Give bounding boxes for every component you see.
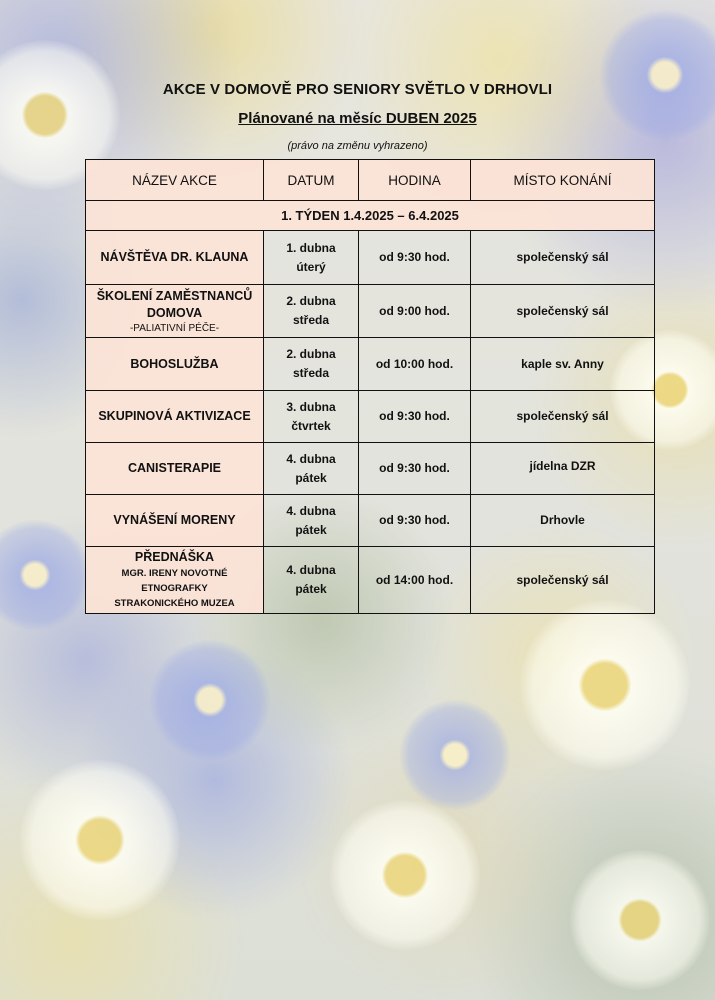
event-date-weekday: středa [292,313,330,327]
event-name: NÁVŠTĚVA DR. KLAUNA [86,231,264,285]
event-date-weekday: úterý [296,259,326,274]
table-row [86,495,655,547]
event-time: od 9:00 hod. [359,285,471,338]
event-date-day: 2. dubna [286,294,336,308]
event-place: Drhovle [471,495,655,547]
table-row [86,285,655,338]
event-date-day: 3. dubna [286,399,336,414]
event-name: SKUPINOVÁ AKTIVIZACE [86,391,264,443]
event-place: společenský sál [471,285,655,338]
event-place: společenský sál [471,547,655,614]
event-date-day: 4. dubna [286,451,336,466]
event-date-day: 4. dubna [286,503,336,518]
event-date-weekday: pátek [295,470,327,485]
event-date [264,495,359,547]
event-place: jídelna DZR [471,443,655,495]
event-date-weekday: pátek [295,522,327,537]
event-date [264,285,359,338]
column-header-date: DATUM [264,160,359,201]
event-date [264,231,359,285]
event-place: společenský sál [471,391,655,443]
event-name-sub: -PALIATIVNÍ PÉČE- [129,322,220,334]
table-header-row [86,160,655,201]
event-time: od 9:30 hod. [359,495,471,547]
event-name: CANISTERAPIE [86,443,264,495]
column-header-name: NÁZEV AKCE [86,160,264,201]
page-title: AKCE V DOMOVĚ PRO SENIORY SVĚTLO V DRHOVLI [162,81,553,98]
table-row [86,231,655,285]
event-name: VYNÁŠENÍ MORENY [86,495,264,547]
table-row [86,547,655,614]
events-table [85,159,655,614]
event-time: od 9:30 hod. [359,391,471,443]
event-place: kaple sv. Anny [471,338,655,391]
event-date [264,338,359,391]
event-date [264,391,359,443]
table-row [86,391,655,443]
event-time: od 10:00 hod. [359,338,471,391]
event-date-day: 2. dubna [286,347,336,361]
event-date-day: 1. dubna [286,240,336,255]
event-name [86,285,264,338]
event-time: od 9:30 hod. [359,231,471,285]
week-row [86,201,655,231]
event-name: BOHOSLUŽBA [86,338,264,391]
event-name-detail: MGR. IRENY NOVOTNÉ [121,568,228,579]
event-name-detail: ETNOGRAFKY [141,583,208,594]
event-time: od 14:00 hod. [359,547,471,614]
event-name [86,547,264,614]
event-time: od 9:30 hod. [359,443,471,495]
disclaimer-note: (právo na změnu vyhrazeno) [287,140,428,152]
event-place: společenský sál [471,231,655,285]
column-header-time: HODINA [359,160,471,201]
event-date-weekday: čtvrtek [291,418,331,433]
event-date-day: 4. dubna [286,563,336,577]
table-row [86,443,655,495]
event-date [264,443,359,495]
week-label: 1. TÝDEN 1.4.2025 – 6.4.2025 [86,201,655,231]
event-name-detail: STRAKONICKÉHO MUZEA [114,598,235,609]
event-name-main: PŘEDNÁŠKA [134,550,215,564]
event-date-weekday: pátek [295,582,327,596]
page-subtitle: Plánované na měsíc DUBEN 2025 [238,110,477,127]
event-date-weekday: středa [292,366,330,380]
table-row [86,338,655,391]
event-name-main: ŠKOLENÍ ZAMĚSTNANCŮ DOMOVA [96,288,253,320]
column-header-place: MÍSTO KONÁNÍ [471,160,655,201]
event-date [264,547,359,614]
